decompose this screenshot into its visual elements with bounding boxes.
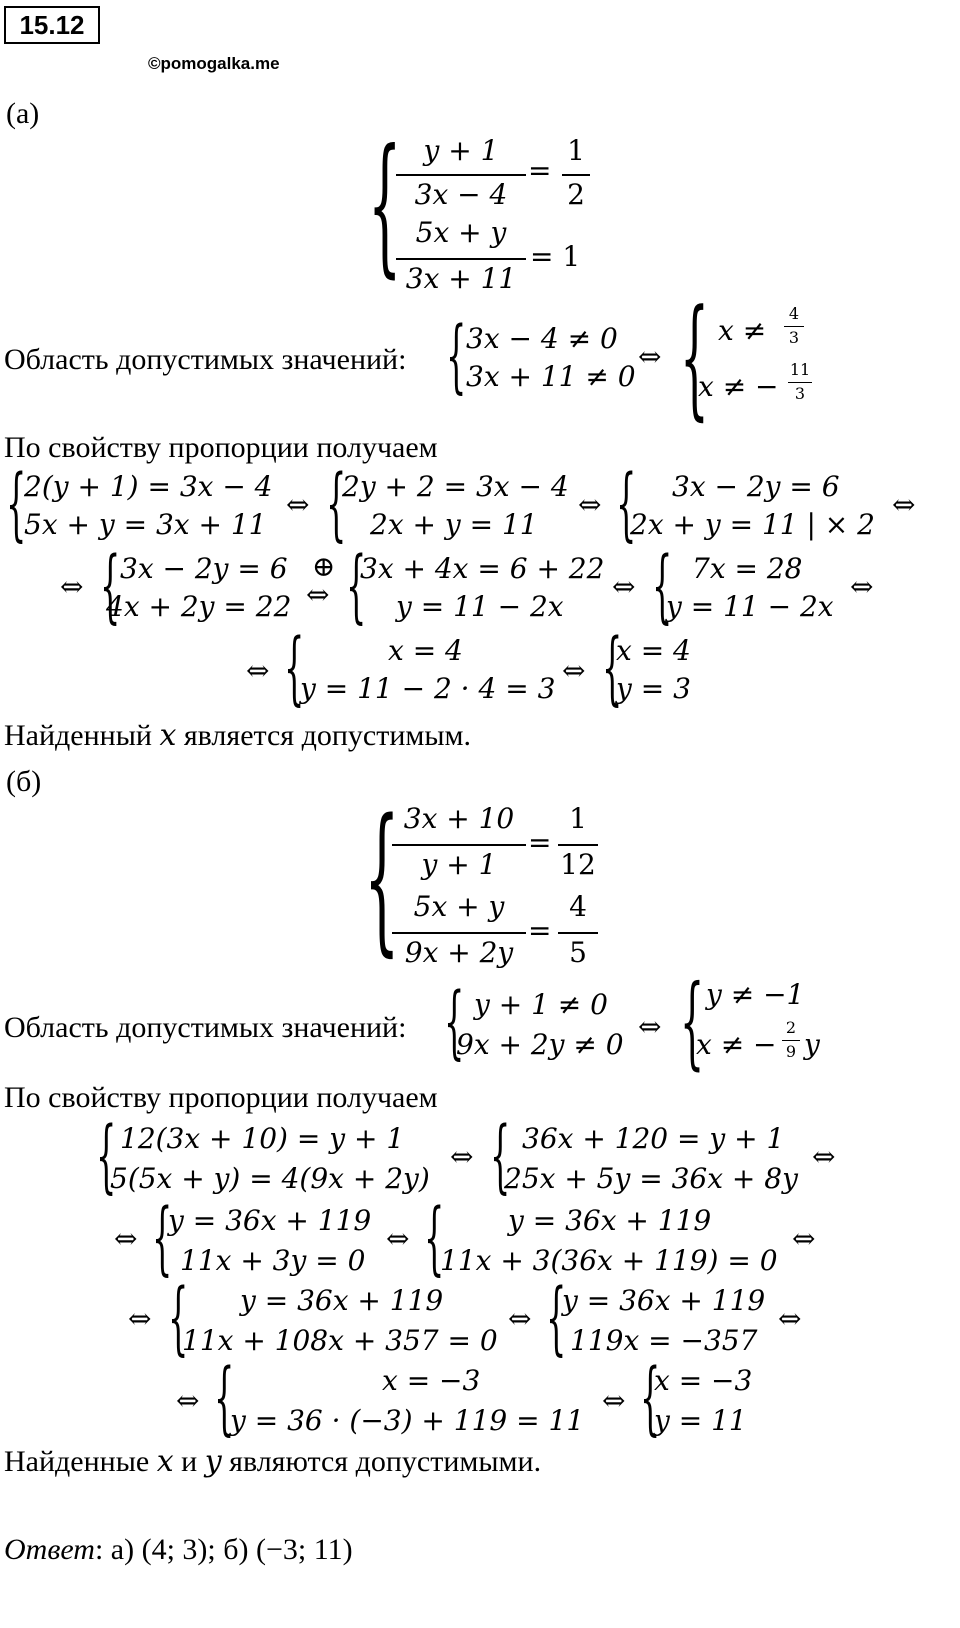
fraction-den: 9 bbox=[785, 1042, 797, 1061]
watermark: ©pomogalka.me bbox=[148, 54, 280, 73]
brace: { bbox=[214, 1351, 235, 1444]
row: 5(5x + y) = 4(9x + 2y) bbox=[110, 1162, 430, 1195]
equiv-symbol: ⇔ bbox=[246, 654, 270, 687]
row: 5x + y = 3x + 11 bbox=[24, 508, 267, 541]
row: y = 36x + 119 bbox=[562, 1284, 766, 1317]
equiv-symbol: ⇔ bbox=[812, 1140, 836, 1173]
brace: { bbox=[326, 457, 347, 550]
brace: { bbox=[152, 1191, 173, 1284]
fraction-bar bbox=[396, 174, 526, 176]
row: 25x + 5y = 36x + 8y bbox=[504, 1162, 798, 1195]
eq2-denominator: 9x + 2y bbox=[404, 936, 514, 969]
equiv-symbol: ⇔ bbox=[638, 1010, 662, 1043]
fraction-bar bbox=[782, 1040, 800, 1041]
conclusion-a: Найденный x является допустимым. bbox=[4, 718, 472, 753]
brace: { bbox=[680, 963, 705, 1080]
row: y = 3 bbox=[616, 672, 691, 705]
equiv-symbol: ⇔ bbox=[578, 488, 602, 521]
brace: { bbox=[652, 539, 673, 632]
eq1-denominator: y + 1 bbox=[421, 848, 497, 881]
row: y = 11 − 2x bbox=[396, 590, 564, 623]
fraction-bar bbox=[396, 258, 526, 260]
brace: { bbox=[284, 621, 305, 714]
brace: { bbox=[640, 1351, 661, 1444]
row: 11x + 3y = 0 bbox=[180, 1244, 366, 1277]
eq1-rhs-num: 1 bbox=[569, 802, 587, 835]
row: x = −3 bbox=[654, 1364, 753, 1397]
equiv-symbol: ⇔ bbox=[176, 1384, 200, 1417]
fraction-bar bbox=[392, 844, 526, 846]
eq1-rhs-den: 12 bbox=[560, 848, 596, 881]
equiv-symbol: ⇔ bbox=[638, 340, 662, 373]
row: y = 36x + 119 bbox=[508, 1204, 712, 1237]
brace: { bbox=[616, 457, 637, 550]
eq2-denominator: 3x + 11 bbox=[405, 262, 517, 295]
equiv-symbol: ⇔ bbox=[562, 654, 586, 687]
brace: { bbox=[490, 1109, 511, 1202]
eq2-numerator: 5x + y bbox=[415, 216, 507, 249]
odz-row: 3x − 4 ≠ 0 bbox=[466, 322, 618, 355]
brace: { bbox=[6, 457, 27, 550]
fraction-den: 3 bbox=[788, 328, 800, 347]
equiv-symbol: ⇔ bbox=[892, 488, 916, 521]
equiv-symbol: ⇔ bbox=[286, 488, 310, 521]
part-b-label: (б) bbox=[6, 765, 42, 798]
fraction-bar bbox=[784, 326, 804, 327]
row: 119x = −357 bbox=[570, 1324, 758, 1357]
brace: { bbox=[100, 539, 121, 632]
row: y = 11 − 2 · 4 = 3 bbox=[300, 672, 556, 705]
row: 3x − 2y = 6 bbox=[672, 470, 840, 503]
eq1-numerator: y + 1 bbox=[423, 134, 499, 167]
fraction-num: 4 bbox=[788, 304, 800, 323]
row: 36x + 120 = y + 1 bbox=[522, 1122, 785, 1155]
row: 12(3x + 10) = y + 1 bbox=[120, 1122, 405, 1155]
brace: { bbox=[424, 1191, 445, 1284]
row: 3x + 4x = 6 + 22 bbox=[360, 552, 605, 585]
odz-label: Область допустимых значений: bbox=[4, 1011, 407, 1044]
brace: { bbox=[346, 539, 367, 632]
brace: { bbox=[446, 309, 467, 402]
eq2-rhs-num: 4 bbox=[569, 890, 587, 923]
equiv-symbol: ⇔ bbox=[386, 1222, 410, 1255]
fraction-bar bbox=[788, 382, 812, 383]
fraction-bar bbox=[558, 844, 598, 846]
odz-row: y + 1 ≠ 0 bbox=[474, 988, 608, 1021]
brace: { bbox=[444, 975, 465, 1068]
equiv-symbol: ⇔ bbox=[612, 570, 636, 603]
row: 2x + y = 11 bbox=[370, 508, 538, 541]
brace: { bbox=[602, 621, 623, 714]
row: y = 36x + 119 bbox=[168, 1204, 372, 1237]
row: x = 4 bbox=[616, 634, 691, 667]
proportion-label: По свойству пропорции получаем bbox=[4, 1081, 438, 1114]
brace: { bbox=[546, 1271, 567, 1364]
part-a-label: (а) bbox=[6, 97, 40, 130]
brace: { bbox=[168, 1271, 189, 1364]
answer-label: Ответ bbox=[4, 1533, 95, 1566]
equiv-symbol: ⇔ bbox=[114, 1222, 138, 1255]
equiv-symbol: ⇔ bbox=[128, 1302, 152, 1335]
fraction-bar bbox=[562, 174, 590, 176]
eq2-rhs: = 1 bbox=[530, 240, 581, 273]
row: 2y + 2 = 3x − 4 bbox=[342, 470, 569, 503]
answer bbox=[4, 1532, 353, 1568]
row: 2(y + 1) = 3x − 4 bbox=[24, 470, 273, 503]
equiv-symbol: ⇔ bbox=[450, 1140, 474, 1173]
row: y = 11 bbox=[654, 1404, 747, 1437]
row: x = −3 bbox=[382, 1364, 481, 1397]
brace: { bbox=[680, 281, 709, 433]
odz-label: Область допустимых значений: bbox=[4, 343, 407, 376]
answer-text: : а) (4; 3); б) (−3; 11) bbox=[94, 1533, 353, 1566]
odz-row: x ≠ − bbox=[698, 370, 779, 403]
eq1-rhs-den: 2 bbox=[567, 178, 585, 211]
row: 7x = 28 bbox=[692, 552, 803, 585]
eq1-denominator: 3x − 4 bbox=[414, 178, 508, 211]
equiv-symbol: ⇔ bbox=[508, 1302, 532, 1335]
equiv-symbol: ⇔ bbox=[306, 578, 330, 611]
row: 2x + y = 11 | × 2 bbox=[630, 508, 875, 541]
row: x = 4 bbox=[388, 634, 463, 667]
proportion-label: По свойству пропорции получаем bbox=[4, 431, 438, 464]
odz-row-tail: y bbox=[804, 1028, 820, 1061]
eq2-numerator: 5x + y bbox=[413, 890, 505, 923]
odz-row: y ≠ −1 bbox=[706, 978, 805, 1011]
row: y = 36x + 119 bbox=[240, 1284, 444, 1317]
eq1-numerator: 3x + 10 bbox=[403, 802, 515, 835]
equiv-symbol: ⇔ bbox=[60, 570, 84, 603]
row: 11x + 3(36x + 119) = 0 bbox=[440, 1244, 778, 1277]
fraction-bar bbox=[558, 932, 598, 934]
fraction-num: 11 bbox=[789, 360, 811, 379]
brace: { bbox=[368, 118, 402, 292]
equiv-symbol: ⇔ bbox=[850, 570, 874, 603]
fraction-num: 2 bbox=[785, 1018, 797, 1037]
row: 11x + 108x + 357 = 0 bbox=[182, 1324, 498, 1357]
odz-row: x ≠ bbox=[718, 314, 767, 347]
conclusion-b: Найденные x и y являются допустимыми. bbox=[4, 1444, 542, 1479]
eq1-rhs-num: 1 bbox=[567, 134, 585, 167]
equiv-symbol: ⇔ bbox=[792, 1222, 816, 1255]
row: 3x − 2y = 6 bbox=[120, 552, 288, 585]
odz-row: 3x + 11 ≠ 0 bbox=[466, 360, 636, 393]
equiv-symbol: ⇔ bbox=[602, 1384, 626, 1417]
brace: { bbox=[364, 784, 400, 971]
fraction-den: 3 bbox=[794, 384, 806, 403]
odz-row: 9x + 2y ≠ 0 bbox=[456, 1028, 624, 1061]
problem-number: 15.12 bbox=[4, 6, 100, 44]
row: 4x + 2y = 22 bbox=[106, 590, 292, 623]
plus-symbol: ⊕ bbox=[312, 550, 336, 583]
row: y = 11 − 2x bbox=[666, 590, 834, 623]
brace: { bbox=[96, 1109, 117, 1202]
odz-row: x ≠ − bbox=[696, 1028, 777, 1061]
eq2-rhs-den: 5 bbox=[569, 936, 587, 969]
row: y = 36 · (−3) + 119 = 11 bbox=[230, 1404, 585, 1437]
fraction-bar bbox=[392, 932, 526, 934]
equiv-symbol: ⇔ bbox=[778, 1302, 802, 1335]
